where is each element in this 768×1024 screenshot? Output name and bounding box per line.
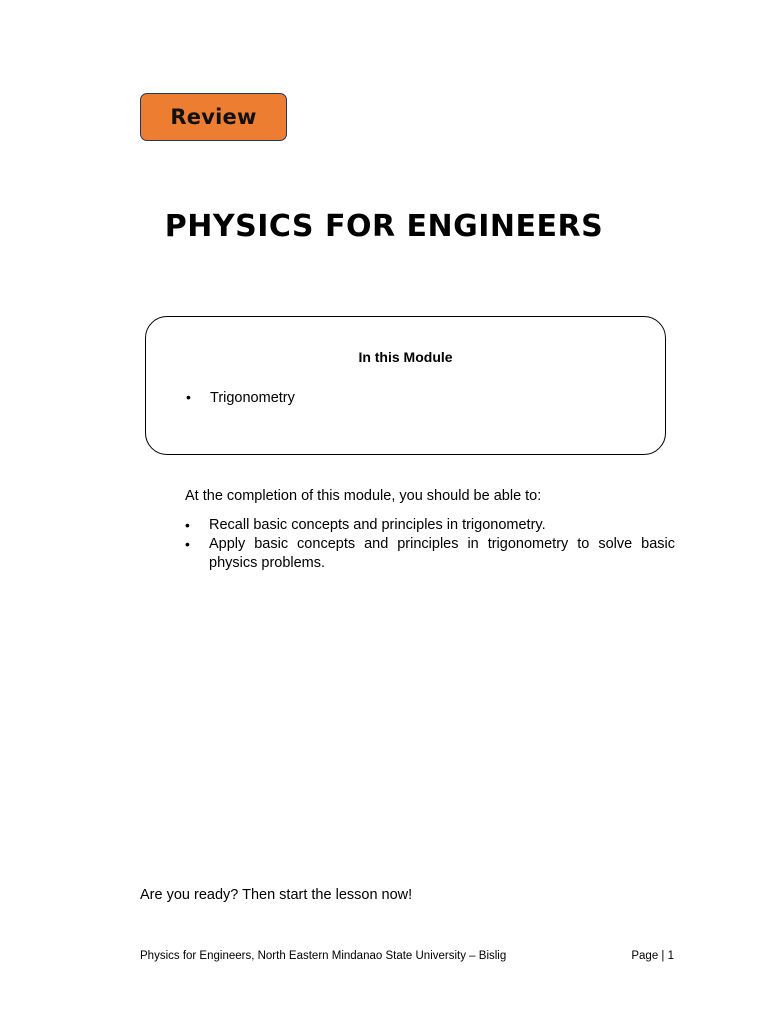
objective-text: Apply basic concepts and principles in trigonometry to solve basic physics problems. xyxy=(209,536,675,571)
document-title: PHYSICS FOR ENGINEERS xyxy=(164,209,604,244)
objectives-intro: At the completion of this module, you should be able to: xyxy=(185,488,542,504)
module-box-heading: In this Module xyxy=(358,349,453,365)
closing-prompt: Are you ready? Then start the lesson now! xyxy=(140,887,413,903)
module-topic-label: Trigonometry xyxy=(210,390,295,406)
objectives-list xyxy=(185,516,675,573)
bullet-icon: • xyxy=(186,389,191,405)
objective-text: Recall basic concepts and principles in trigonometry. xyxy=(209,517,546,533)
module-contents-box xyxy=(145,316,666,455)
review-badge: Review xyxy=(140,93,287,141)
bullet-icon: • xyxy=(185,517,190,533)
module-topic-list xyxy=(186,389,295,406)
objective-item xyxy=(185,516,675,535)
bullet-icon: • xyxy=(185,536,190,552)
module-topic-item xyxy=(186,389,295,406)
objective-item xyxy=(185,535,675,573)
footer-source: Physics for Engineers, North Eastern Mindanao State University – Bislig xyxy=(140,950,507,962)
footer-page-number: Page | 1 xyxy=(631,950,674,962)
